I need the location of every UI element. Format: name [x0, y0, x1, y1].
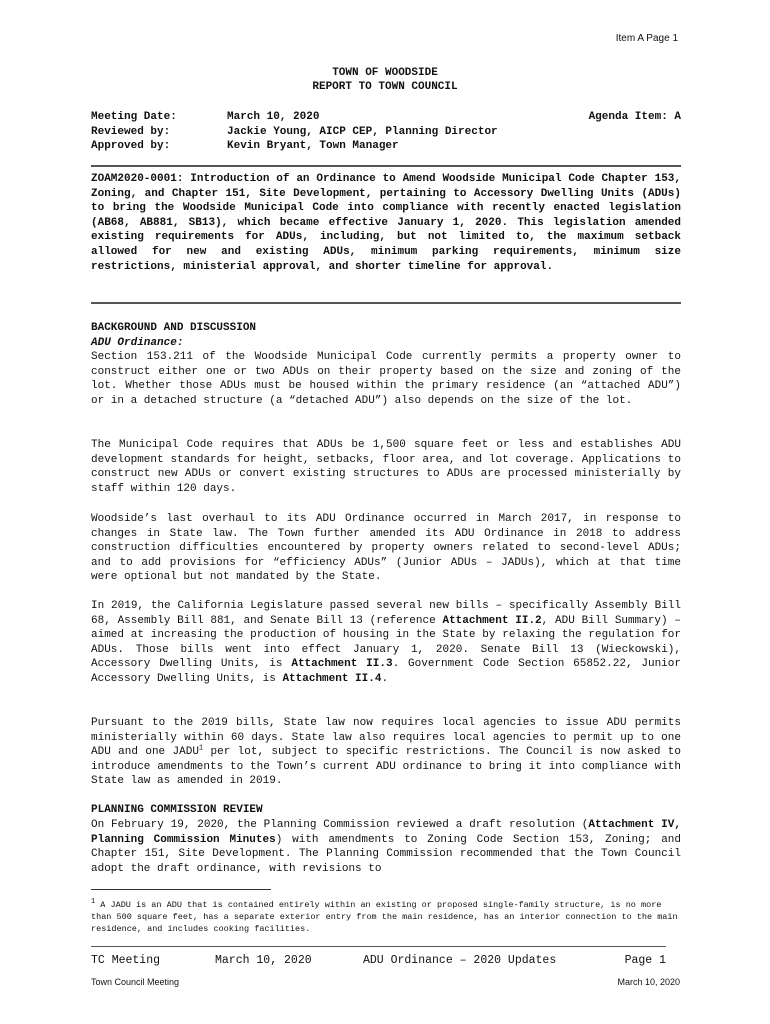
planning-text-a: On February 19, 2020, the Planning Commission reviewed a draft resolution ( [91, 819, 589, 831]
footnote-marker: 1 [91, 898, 96, 907]
footer-rule [91, 946, 666, 947]
background-paragraph-3: Woodside’s last overhaul to its ADU Ordinance occurred in March 2017, in response to changes in State law. The Town further amended its ADU Ordinance in 2018 to address construction difficulties encountered by property owners related to second-level ADUs; and to add provisions for “efficiency ADUs” (Junior ADUs – JADUs), which at that time were optional but not mandated by the State. [91, 513, 681, 584]
page-footer [91, 954, 666, 970]
footer-meeting: TC Meeting [91, 954, 161, 967]
background-paragraph-2: The Municipal Code requires that ADUs be 1,500 square feet or less and establishes ADU development standards for height, setbacks, floor area, and lot coverage. Applications to construct new ADUs or convert existing structures to ADUs are processed ministerially by staff within 120 days. [91, 439, 681, 495]
footnote-1 [91, 899, 681, 935]
p4-text-c: . Government Code Section 65852.22, Junior Accessory Dwelling Units, is [91, 658, 681, 685]
reviewed-by-row [91, 125, 681, 140]
adu-ordinance-subheading: ADU Ordinance: [91, 337, 184, 349]
footnote-ref-1: 1 [198, 744, 204, 753]
bottom-meeting-label: Town Council Meeting [91, 977, 180, 987]
attachment-ii3-ref: Attachment II.3 [291, 658, 393, 671]
attachment-iv-ref: Attachment IV, Planning Commission Minutes [91, 819, 681, 846]
meeting-date-row [91, 110, 681, 125]
background-paragraph-1: Section 153.211 of the Woodside Municipal Code currently permits a property owner to construct either one or two ADUs on their property based on the size and zoning of the lot. Whether those ADUs must be housed within the primary residence (an “attached ADU”) or in a detached structure (a “detached ADU”) also depends on the size of the lot. [91, 351, 681, 407]
p5-text-b: per lot, subject to specific restrictions. The Council is now asked to introduce amendments to the Town’s current ADU ordinance to bring it into compliance with State law as amended in 2019. [91, 746, 681, 788]
planning-text-b: ) with amendments to Zoning Code Section 153, Zoning; and Chapter 151, Site Development. The Planning Commission recommended that the Town Council adopt the draft ordinance, with revisions to [91, 833, 681, 875]
footnote-text: A JADU is an ADU that is contained entirely within an existing or proposed single-family structure, is no more than 500 square feet, has a separate exterior entry from the main residence, has an interior connection to the main residence, and includes cooking facilities. [91, 900, 678, 934]
planning-paragraph [91, 818, 681, 876]
bottom-date-label: March 10, 2020 [617, 977, 680, 987]
background-paragraph-4 [91, 599, 681, 687]
approved-by-label: Approved by: [91, 140, 171, 152]
footer-page: Page 1 [624, 954, 666, 967]
report-title: REPORT TO TOWN COUNCIL [312, 81, 458, 93]
reviewed-by-label: Reviewed by: [91, 125, 171, 138]
attachment-ii2-ref: Attachment II.2 [442, 614, 542, 627]
meeting-date-label: Meeting Date: [91, 111, 177, 123]
p5-text-a: Pursuant to the 2019 bills, State law now requires local agencies to issue ADU permits ministerially within 60 days. State law also requires local agencies to permit up to one ADU and one JADU [91, 717, 681, 759]
planning-heading: PLANNING COMMISSION REVIEW [91, 804, 263, 816]
p4-text-d: . [381, 672, 389, 685]
attachment-ii4-ref: Attachment II.4 [282, 672, 382, 685]
approved-by-value: Kevin Bryant, Town Manager [227, 140, 399, 152]
footer-date: March 10, 2020 [215, 954, 312, 967]
footer-title: ADU Ordinance – 2020 Updates [363, 954, 557, 967]
background-paragraph-5 [91, 716, 681, 789]
background-heading: BACKGROUND AND DISCUSSION [91, 322, 257, 334]
approved-by-row [91, 139, 681, 154]
item-summary: ZOAM2020-0001: Introduction of an Ordinance to Amend Woodside Municipal Code Chapter 153, Zoning, and Chapter 151, Site Development, pertaining to Accessory Dwelling Units (ADUs) to bring the Woodside Municipal Code into compliance with recently enacted legislation (AB68, AB881, SB13), which became effective January 1, 2020. This legislation amended existing requirements for ADUs, including, but not limited to, the maximum setback allowed for new and existing ADUs, minimum parking requirements, minimum size restrictions, ministerial approval, and shorter timeline for approval. [91, 173, 681, 273]
meeting-date-value: March 10, 2020 [227, 111, 320, 123]
p4-text-a: In 2019, the California Legislature passed several new bills – specifically Assembly Bill 68, Assembly Bill 881, and Senate Bill 13 (reference [91, 600, 681, 627]
report-org-title: TOWN OF WOODSIDE [332, 67, 438, 79]
summary-bottom-rule [91, 302, 681, 304]
meta-block [91, 110, 681, 154]
p4-text-b: , ADU Bill Summary) – aimed at increasing the production of housing in the State by relaxing the regulation for ADUs. Those bills went into effect January 1, 2020. Senate Bill 13 (Wieckowski), Accessory Dwelling Units, is [91, 614, 682, 671]
reviewed-by-value: Jackie Young, AICP CEP, Planning Director [227, 125, 498, 138]
agenda-item: Agenda Item: A [588, 111, 681, 123]
summary-top-rule [91, 165, 681, 167]
footnote-rule [91, 889, 271, 890]
page-label: Item A Page 1 [615, 33, 678, 44]
